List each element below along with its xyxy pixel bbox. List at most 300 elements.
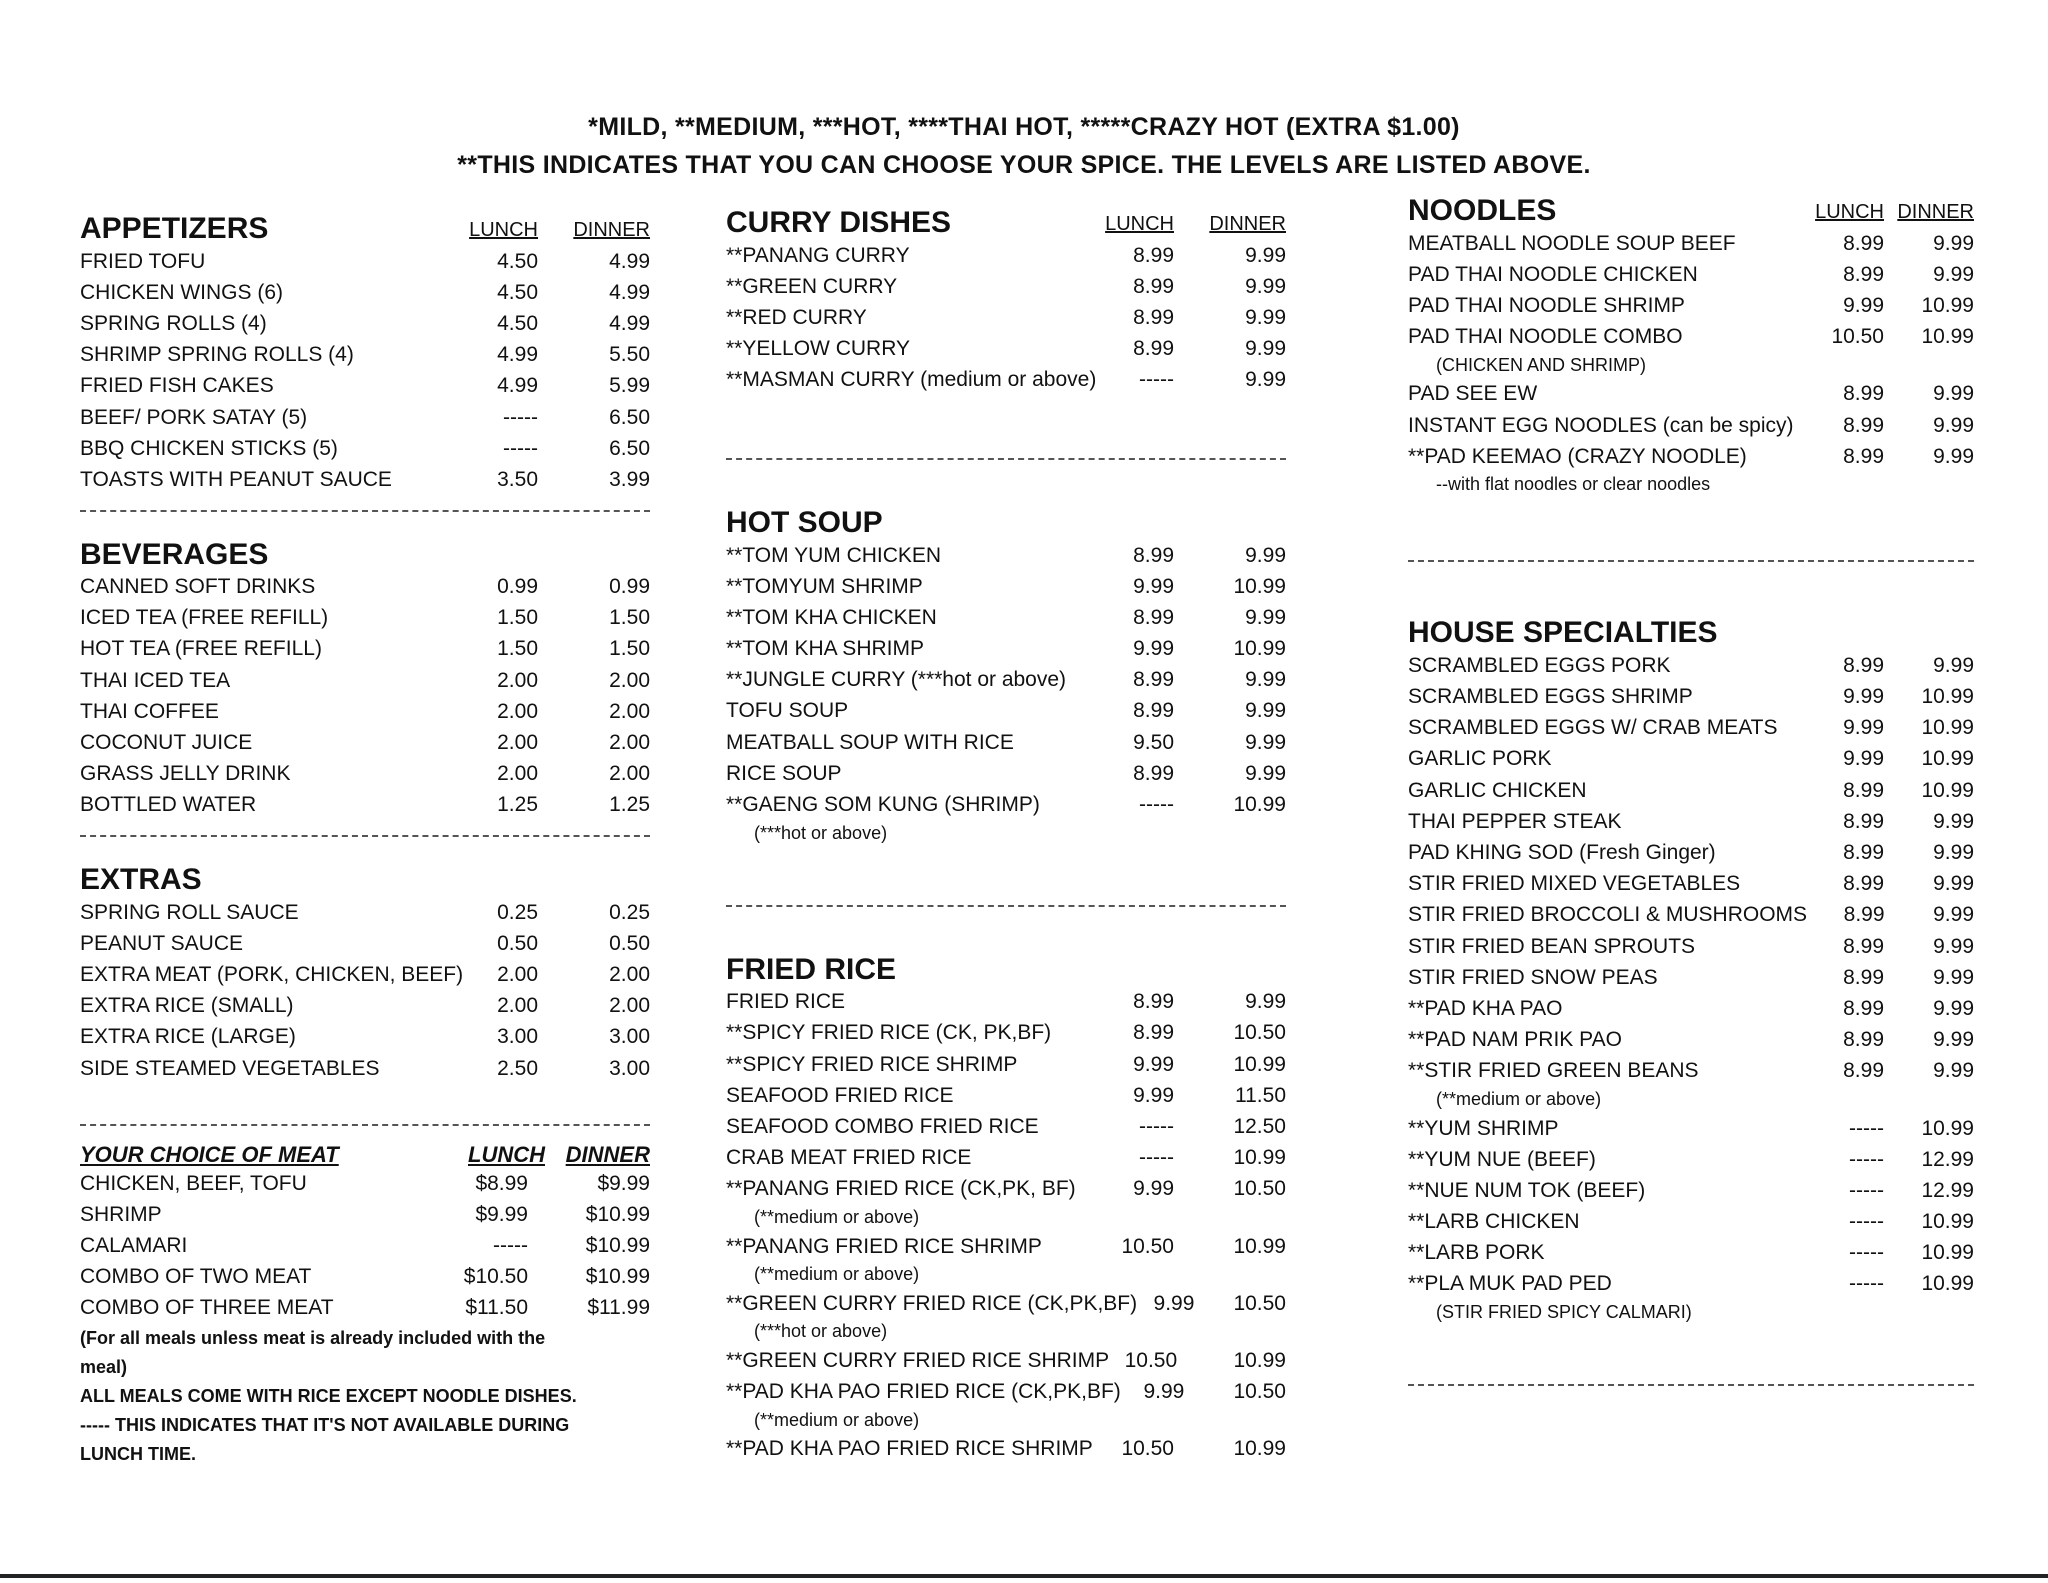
soup-header: [726, 500, 1286, 540]
item-name: SEAFOOD COMBO FRIED RICE: [726, 1114, 1039, 1138]
dinner-price: 9.99: [1933, 231, 1974, 255]
meat-title: YOUR CHOICE OF MEAT: [80, 1142, 339, 1168]
lunch-price: 9.99: [1143, 1380, 1185, 1404]
item-name: **SPICY FRIED RICE (CK, PK,BF): [726, 1021, 1052, 1045]
menu-item: [80, 1231, 650, 1262]
menu-item: [726, 365, 1286, 396]
item-name: INSTANT EGG NOODLES (can be spicy): [1408, 413, 1794, 437]
item-name: **PANANG CURRY: [726, 243, 910, 267]
item-name: **YELLOW CURRY: [726, 337, 910, 361]
dinner-price: 9.99: [1933, 965, 1974, 989]
dinner-price: 9.99: [1245, 990, 1286, 1014]
lunch-price: 8.99: [1843, 231, 1884, 255]
section-title: NOODLES: [1408, 194, 1557, 227]
lunch-price: 8.99: [1843, 965, 1884, 989]
lunch-header: LUNCH: [469, 219, 538, 241]
item-name: **PLA MUK PAD PED: [1408, 1272, 1612, 1296]
spice-levels-line: *MILD, **MEDIUM, ***HOT, ****THAI HOT, *****CRAZY HOT (EXTRA $1.00): [588, 113, 1460, 141]
lunch-price: 8.99: [1843, 262, 1884, 286]
lunch-price: -----: [1849, 1116, 1884, 1140]
lunch-price: 8.99: [1843, 996, 1884, 1020]
item-name: COMBO OF THREE MEAT: [80, 1296, 334, 1320]
item-name: FRIED TOFU: [80, 249, 206, 273]
dinner-price: 10.99: [1233, 1437, 1286, 1461]
lunch-price: 8.99: [1133, 990, 1174, 1014]
lunch-price: 8.99: [1843, 809, 1884, 833]
item-note: (STIR FRIED SPICY CALMARI): [1436, 1302, 1692, 1323]
menu-item: [1408, 441, 1974, 472]
dinner-price: 6.50: [609, 405, 650, 429]
menu-item: [1408, 775, 1974, 806]
lunch-price: 8.99: [1843, 872, 1884, 896]
noodles-list: [1408, 228, 1974, 498]
menu-item: [726, 1174, 1286, 1205]
item-name: STIR FRIED BROCCOLI & MUSHROOMS: [1408, 903, 1808, 927]
menu-item: [80, 959, 650, 990]
menu-item: [1408, 1238, 1974, 1269]
divider: [80, 1124, 650, 1126]
lunch-price: 3.50: [497, 467, 538, 491]
dinner-price: 9.99: [1933, 1059, 1974, 1083]
lunch-price: -----: [1139, 1114, 1174, 1138]
item-name: **GREEN CURRY: [726, 274, 898, 298]
item-note: --with flat noodles or clear noodles: [1436, 474, 1711, 495]
dinner-price: 10.99: [1233, 793, 1286, 817]
item-note: (**medium or above): [754, 1264, 920, 1285]
menu-item: [80, 402, 650, 433]
lunch-price: 8.99: [1133, 605, 1174, 629]
dinner-price: 10.99: [1233, 1234, 1286, 1258]
item-name: BBQ CHICKEN STICKS (5): [80, 436, 338, 460]
dinner-price: 2.00: [609, 731, 650, 755]
lunch-price: 9.99: [1133, 637, 1174, 661]
footnote-line: ----- THIS INDICATES THAT IT'S NOT AVAILABLE DURING: [80, 1415, 570, 1436]
middle-column: [726, 200, 1286, 1465]
bottom-rule: [0, 1574, 2048, 1578]
item-name: SHRIMP: [80, 1202, 162, 1226]
lunch-price: 2.00: [497, 731, 538, 755]
lunch-price: 3.00: [497, 1025, 538, 1049]
menu-item: [1408, 869, 1974, 900]
dinner-price: 4.99: [609, 280, 650, 304]
divider: [80, 835, 650, 837]
item-name: THAI PEPPER STEAK: [1408, 809, 1622, 833]
menu-item: [80, 790, 650, 821]
menu-item: [726, 1231, 1286, 1262]
menu-item: [726, 1434, 1286, 1465]
dinner-price: 4.99: [609, 311, 650, 335]
lunch-price: 8.99: [1843, 778, 1884, 802]
lunch-price: 2.00: [497, 962, 538, 986]
item-name: PEANUT SAUCE: [80, 931, 243, 955]
item-name: EXTRA RICE (LARGE): [80, 1025, 296, 1049]
appetizers-header: [80, 206, 650, 246]
dinner-price: 2.00: [609, 994, 650, 1018]
extras-header: [80, 857, 650, 897]
dinner-price: 10.99: [1921, 1241, 1974, 1265]
menu-item: [80, 1022, 650, 1053]
dinner-price: 12.99: [1921, 1178, 1974, 1202]
dinner-price: 9.99: [1933, 903, 1974, 927]
item-name: PAD THAI NOODLE COMBO: [1408, 325, 1683, 349]
lunch-price: $9.99: [475, 1202, 528, 1226]
menu-item: [1408, 931, 1974, 962]
menu-item: [726, 1111, 1286, 1142]
item-name: FRIED RICE: [726, 990, 846, 1014]
meat-list: [80, 1168, 650, 1324]
lunch-price: -----: [1139, 368, 1174, 392]
menu-item: [1408, 993, 1974, 1024]
lunch-price: -----: [1849, 1272, 1884, 1296]
item-name: **SPICY FRIED RICE SHRIMP: [726, 1052, 1018, 1076]
item-name: **STIR FRIED GREEN BEANS: [1408, 1059, 1699, 1083]
item-name: SPRING ROLLS (4): [80, 311, 267, 335]
dinner-price: 1.50: [609, 637, 650, 661]
dinner-price: 10.50: [1233, 1380, 1286, 1404]
item-name: PAD SEE EW: [1408, 382, 1538, 406]
item-name: CALAMARI: [80, 1234, 188, 1258]
lunch-price: 9.99: [1133, 1083, 1174, 1107]
specialties-list: [1408, 650, 1974, 1326]
menu-item: [726, 1080, 1286, 1111]
menu-item: [1408, 228, 1974, 259]
dinner-price: $9.99: [597, 1171, 650, 1195]
item-name: SEAFOOD FRIED RICE: [726, 1083, 954, 1107]
item-name: MEATBALL SOUP WITH RICE: [726, 730, 1014, 754]
dinner-price: 9.99: [1245, 668, 1286, 692]
lunch-price: 8.99: [1843, 653, 1884, 677]
menu-item: [726, 1288, 1286, 1319]
lunch-price: 2.00: [497, 762, 538, 786]
lunch-price: 9.99: [1843, 685, 1884, 709]
lunch-price: 8.99: [1133, 243, 1174, 267]
item-name: ICED TEA (FREE REFILL): [80, 606, 329, 630]
left-column: [80, 206, 650, 1469]
menu-item: [726, 634, 1286, 665]
lunch-price: 8.99: [1843, 413, 1884, 437]
menu-item: [1408, 1269, 1974, 1300]
item-name: CANNED SOFT DRINKS: [80, 575, 316, 599]
dinner-price: 10.99: [1233, 1146, 1286, 1170]
lunch-price: 4.50: [497, 280, 538, 304]
menu-item: [80, 727, 650, 758]
lunch-price: 1.25: [497, 793, 538, 817]
item-name: **MASMAN CURRY (medium or above): [726, 368, 1097, 392]
lunch-price: 9.99: [1133, 1052, 1174, 1076]
menu-item: [1408, 290, 1974, 321]
item-name: SHRIMP SPRING ROLLS (4): [80, 343, 354, 367]
beverages-list: [80, 572, 650, 822]
menu-item: [80, 634, 650, 665]
dinner-price: 9.99: [1933, 934, 1974, 958]
dinner-price: 9.99: [1933, 809, 1974, 833]
item-name: SCRAMBLED EGGS SHRIMP: [1408, 685, 1693, 709]
item-name: HOT TEA (FREE REFILL): [80, 637, 322, 661]
dinner-price: 9.99: [1933, 872, 1974, 896]
noodles-header: [1408, 188, 1974, 228]
dinner-price: 10.50: [1233, 1021, 1286, 1045]
menu-item: [80, 1168, 650, 1199]
lunch-price: 9.99: [1153, 1291, 1195, 1315]
lunch-price: 9.50: [1133, 730, 1174, 754]
item-name: CHICKEN WINGS (6): [80, 280, 284, 304]
item-name: GRASS JELLY DRINK: [80, 762, 291, 786]
right-column: [1408, 188, 1974, 1406]
lunch-price: -----: [1139, 793, 1174, 817]
item-name: **YUM SHRIMP: [1408, 1116, 1559, 1140]
lunch-price: 10.50: [1121, 1234, 1174, 1258]
menu-item: [726, 540, 1286, 571]
menu-item: [1408, 650, 1974, 681]
menu-item: [1408, 1175, 1974, 1206]
item-name: EXTRA MEAT (PORK, CHICKEN, BEEF): [80, 962, 464, 986]
lunch-price: 8.99: [1133, 305, 1174, 329]
beverages-header: [80, 532, 650, 572]
lunch-price: -----: [1139, 1146, 1174, 1170]
item-name: **PANANG FRIED RICE SHRIMP: [726, 1234, 1042, 1258]
divider: [726, 905, 1286, 907]
item-name: **TOMYUM SHRIMP: [726, 574, 923, 598]
lunch-price: 1.50: [497, 606, 538, 630]
item-name: **GREEN CURRY FRIED RICE SHRIMP: [726, 1348, 1110, 1372]
menu-item: [1408, 1144, 1974, 1175]
item-name: MEATBALL NOODLE SOUP BEEF: [1408, 231, 1736, 255]
item-name: TOASTS WITH PEANUT SAUCE: [80, 467, 392, 491]
menu-item: [80, 1053, 650, 1084]
menu-item: [726, 987, 1286, 1018]
dinner-price: 1.25: [609, 793, 650, 817]
lunch-price: -----: [503, 405, 538, 429]
lunch-price: 8.99: [1133, 274, 1174, 298]
lunch-price: 8.99: [1843, 1028, 1884, 1052]
lunch-price: 8.99: [1843, 841, 1884, 865]
lunch-price: 8.99: [1133, 1021, 1174, 1045]
section-title: BEVERAGES: [80, 537, 269, 571]
dinner-price: $10.99: [585, 1234, 650, 1258]
menu-item: [726, 1018, 1286, 1049]
dinner-price: 12.99: [1921, 1147, 1974, 1171]
lunch-price: $8.99: [475, 1171, 528, 1195]
item-name: THAI COFFEE: [80, 699, 219, 723]
dinner-header: DINNER: [1897, 201, 1974, 223]
dinner-price: 2.00: [609, 668, 650, 692]
dinner-price: 9.99: [1245, 243, 1286, 267]
menu-item: [1408, 806, 1974, 837]
footnote-line: meal): [80, 1357, 128, 1378]
item-name: BOTTLED WATER: [80, 793, 257, 817]
lunch-price: 2.00: [497, 994, 538, 1018]
menu-item: [1408, 1056, 1974, 1087]
dinner-price: 5.50: [609, 343, 650, 367]
lunch-price: 9.99: [1843, 747, 1884, 771]
dinner-price: 10.99: [1233, 574, 1286, 598]
item-name: **LARB CHICKEN: [1408, 1210, 1580, 1234]
lunch-price: 8.99: [1843, 903, 1885, 927]
menu-item: [80, 246, 650, 277]
lunch-price: 9.99: [1133, 1177, 1174, 1201]
dinner-price: 10.99: [1233, 637, 1286, 661]
menu-item: [80, 696, 650, 727]
lunch-price: -----: [1849, 1178, 1884, 1202]
section-title: CURRY DISHES: [726, 206, 952, 239]
dinner-price: 2.00: [609, 699, 650, 723]
dinner-price: 10.50: [1233, 1291, 1286, 1315]
lunch-price: 4.99: [497, 343, 538, 367]
meat-dinner-header: DINNER: [565, 1142, 650, 1168]
spice-legend: [0, 108, 2048, 184]
menu-item: [80, 340, 650, 371]
lunch-price: 8.99: [1843, 1059, 1884, 1083]
item-name: BEEF/ PORK SATAY (5): [80, 405, 308, 429]
item-name: FRIED FISH CAKES: [80, 374, 274, 398]
dinner-price: 9.99: [1245, 305, 1286, 329]
menu-item: [1408, 962, 1974, 993]
menu-item: [726, 1345, 1286, 1376]
item-name: STIR FRIED SNOW PEAS: [1408, 965, 1658, 989]
menu-item: [726, 571, 1286, 602]
dinner-price: 9.99: [1933, 653, 1974, 677]
item-name: SCRAMBLED EGGS W/ CRAB MEATS: [1408, 716, 1778, 740]
menu-item: [1408, 900, 1974, 931]
dinner-price: 9.99: [1245, 699, 1286, 723]
dinner-price: 10.99: [1921, 325, 1974, 349]
menu-item: [726, 789, 1286, 820]
item-name: CRAB MEAT FRIED RICE: [726, 1146, 972, 1170]
item-name: STIR FRIED BEAN SPROUTS: [1408, 934, 1696, 958]
item-name: TOFU SOUP: [726, 699, 849, 723]
item-name: **RED CURRY: [726, 305, 867, 329]
dinner-price: $10.99: [585, 1265, 650, 1289]
dinner-price: 9.99: [1245, 337, 1286, 361]
dinner-header: DINNER: [1209, 213, 1286, 235]
menu-item: [726, 696, 1286, 727]
friedrice-list: [726, 987, 1286, 1465]
lunch-price: 8.99: [1133, 699, 1174, 723]
lunch-price: -----: [503, 436, 538, 460]
menu-item: [1408, 322, 1974, 353]
item-name: **GREEN CURRY FRIED RICE (CK,PK,BF): [726, 1291, 1138, 1315]
item-name: COCONUT JUICE: [80, 731, 253, 755]
lunch-price: 9.99: [1843, 293, 1884, 317]
dinner-price: 9.99: [1245, 368, 1286, 392]
item-name: GARLIC PORK: [1408, 747, 1552, 771]
lunch-price: 8.99: [1843, 444, 1884, 468]
dinner-price: 5.99: [609, 374, 650, 398]
dinner-price: 10.99: [1233, 1348, 1286, 1372]
menu-item: [80, 572, 650, 603]
lunch-price: 8.99: [1133, 543, 1174, 567]
lunch-price: 0.50: [497, 931, 538, 955]
menu-item: [80, 897, 650, 928]
menu-item: [80, 603, 650, 634]
item-name: **PAD KEEMAO (CRAZY NOODLE): [1408, 444, 1747, 468]
dinner-header: DINNER: [573, 219, 650, 241]
item-name: **PANANG FRIED RICE (CK,PK, BF): [726, 1177, 1076, 1201]
item-name: **TOM YUM CHICKEN: [726, 543, 942, 567]
lunch-price: 8.99: [1133, 668, 1174, 692]
lunch-price: -----: [1849, 1241, 1884, 1265]
item-name: SIDE STEAMED VEGETABLES: [80, 1056, 380, 1080]
dinner-price: 0.25: [609, 900, 650, 924]
lunch-price: 2.00: [497, 699, 538, 723]
lunch-price: 9.99: [1843, 716, 1884, 740]
dinner-price: 10.99: [1921, 716, 1974, 740]
lunch-price: 1.50: [497, 637, 538, 661]
lunch-price: -----: [1849, 1147, 1884, 1171]
item-name: EXTRA RICE (SMALL): [80, 994, 294, 1018]
dinner-price: 6.50: [609, 436, 650, 460]
lunch-price: 8.99: [1133, 761, 1174, 785]
menu-item: [1408, 744, 1974, 775]
menu-item: [1408, 1025, 1974, 1056]
spice-choice-line: **THIS INDICATES THAT YOU CAN CHOOSE YOUR SPICE. THE LEVELS ARE LISTED ABOVE.: [457, 151, 1591, 179]
curry-list: [726, 240, 1286, 396]
menu-item: [1408, 837, 1974, 868]
dinner-price: 3.00: [609, 1056, 650, 1080]
item-name: COMBO OF TWO MEAT: [80, 1265, 312, 1289]
dinner-price: 9.99: [1245, 730, 1286, 754]
menu-item: [726, 302, 1286, 333]
lunch-price: 8.99: [1133, 337, 1174, 361]
dinner-price: 10.99: [1921, 1210, 1974, 1234]
menu-item: [1408, 1113, 1974, 1144]
dinner-price: 10.99: [1921, 293, 1974, 317]
item-name: **NUE NUM TOK (BEEF): [1408, 1178, 1646, 1202]
lunch-price: 0.99: [497, 575, 538, 599]
section-title: APPETIZERS: [80, 212, 269, 245]
menu-item: [1408, 259, 1974, 290]
lunch-price: 8.99: [1843, 934, 1884, 958]
dinner-price: $11.99: [587, 1296, 650, 1320]
item-name: CHICKEN, BEEF, TOFU: [80, 1171, 307, 1195]
dinner-price: 9.99: [1933, 382, 1974, 406]
lunch-price: 10.50: [1831, 325, 1884, 349]
section-title: EXTRAS: [80, 863, 202, 896]
meal-footnotes: [80, 1324, 650, 1469]
menu-item: [726, 665, 1286, 696]
dinner-price: 9.99: [1933, 1028, 1974, 1052]
dinner-price: 10.50: [1233, 1177, 1286, 1201]
lunch-price: $10.50: [463, 1265, 528, 1289]
lunch-price: 4.50: [497, 311, 538, 335]
item-name: STIR FRIED MIXED VEGETABLES: [1408, 872, 1741, 896]
lunch-price: 9.99: [1133, 574, 1174, 598]
menu-item: [726, 1049, 1286, 1080]
meat-lunch-header: LUNCH: [468, 1142, 545, 1168]
dinner-price: 9.99: [1933, 413, 1974, 437]
menu-item: [726, 334, 1286, 365]
item-name: RICE SOUP: [726, 761, 842, 785]
item-note: (**medium or above): [754, 1206, 920, 1227]
item-note: (**medium or above): [1436, 1088, 1602, 1109]
menu-item: [80, 759, 650, 790]
dinner-price: 9.99: [1245, 274, 1286, 298]
dinner-price: 12.50: [1233, 1114, 1286, 1138]
lunch-header: LUNCH: [1105, 213, 1174, 235]
menu-item: [726, 1377, 1286, 1408]
menu-item: [726, 727, 1286, 758]
dinner-price: 9.99: [1245, 605, 1286, 629]
menu-item: [80, 433, 650, 464]
dinner-price: 1.50: [609, 606, 650, 630]
item-name: **TOM KHA CHICKEN: [726, 605, 937, 629]
dinner-price: 0.50: [609, 931, 650, 955]
item-name: **PAD KHA PAO FRIED RICE (CK,PK,BF): [726, 1380, 1121, 1404]
dinner-price: 3.00: [609, 1025, 650, 1049]
menu-item: [726, 758, 1286, 789]
meat-header: [80, 1134, 650, 1168]
divider: [1408, 1384, 1974, 1386]
